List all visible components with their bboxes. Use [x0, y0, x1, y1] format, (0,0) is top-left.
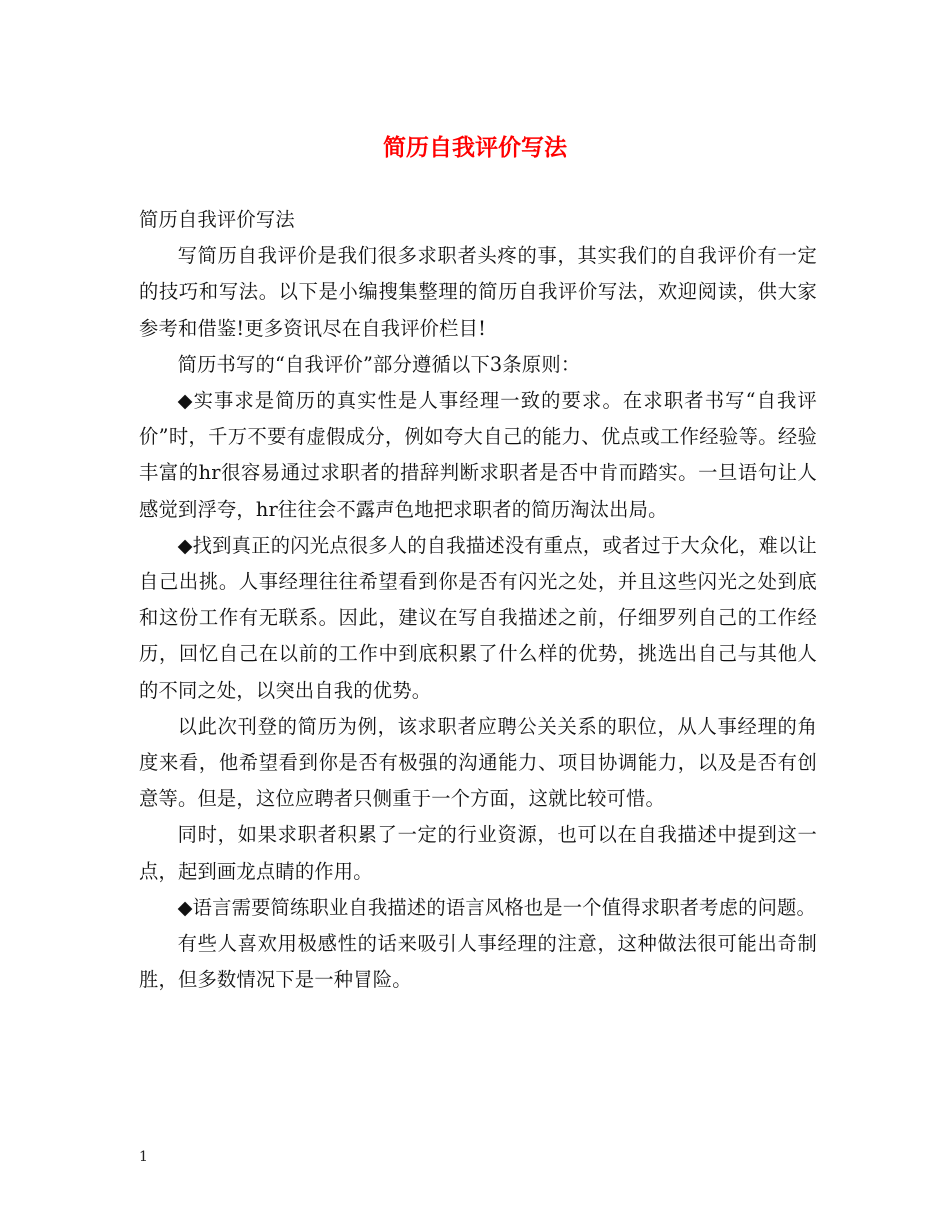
paragraph-principles-intro: 简历书写的“自我评价”部分遵循以下3条原则： — [177, 352, 581, 376]
paragraph-principle-highlights: ◆找到真正的闪光点很多人的自我描述没有重点，或者过于大众化，难以让自己出挑。人事经理往往希望看到你是否有闪光之处，并且这些闪光之处到底和这份工作有无联系。因此，建议在写自我描述之前，仔细罗列自己的工作经历，回忆自己在以前的工作中到底积累了什么样的优势，挑选出自己与其他人的不同之处，以突出自我的优势。 — [139, 533, 817, 702]
paragraph-emotional-language: 有些人喜欢用极感性的话来吸引人事经理的注意，这种做法很可能出奇制胜，但多数情况下是一种冒险。 — [139, 932, 817, 992]
paragraph-example: 以此次刊登的简历为例，该求职者应聘公关关系的职位，从人事经理的角度来看，他希望看到你是否有极强的沟通能力、项目协调能力，以及是否有创意等。但是，这位应聘者只侧重于一个方面，这就比较可惜。 — [139, 714, 817, 811]
page-number: 1 — [139, 1149, 148, 1165]
paragraph-principle-concise: ◆语言需要简练职业自我描述的语言风格也是一个值得求职者考虑的问题。 — [177, 895, 817, 919]
paragraph-principle-truthful: ◆实事求是简历的真实性是人事经理一致的要求。在求职者书写“自我评价”时，千万不要有虚假成分，例如夸大自己的能力、优点或工作经验等。经验丰富的hr很容易通过求职者的措辞判断求职者是否中肯而踏实。一旦语句让人感觉到浮夸，hr往往会不露声色地把求职者的简历淘汰出局。 — [139, 389, 817, 521]
document-body — [139, 202, 817, 998]
paragraph-resources: 同时，如果求职者积累了一定的行业资源，也可以在自我描述中提到这一点，起到画龙点睛的作用。 — [139, 823, 817, 883]
paragraph-intro: 写简历自我评价是我们很多求职者头疼的事，其实我们的自我评价有一定的技巧和写法。以下是小编搜集整理的简历自我评价写法，欢迎阅读，供大家参考和借鉴!更多资讯尽在自我评价栏目! — [139, 244, 817, 340]
document-title: 简历自我评价写法 — [383, 135, 567, 161]
paragraph-heading: 简历自我评价写法 — [139, 208, 295, 231]
